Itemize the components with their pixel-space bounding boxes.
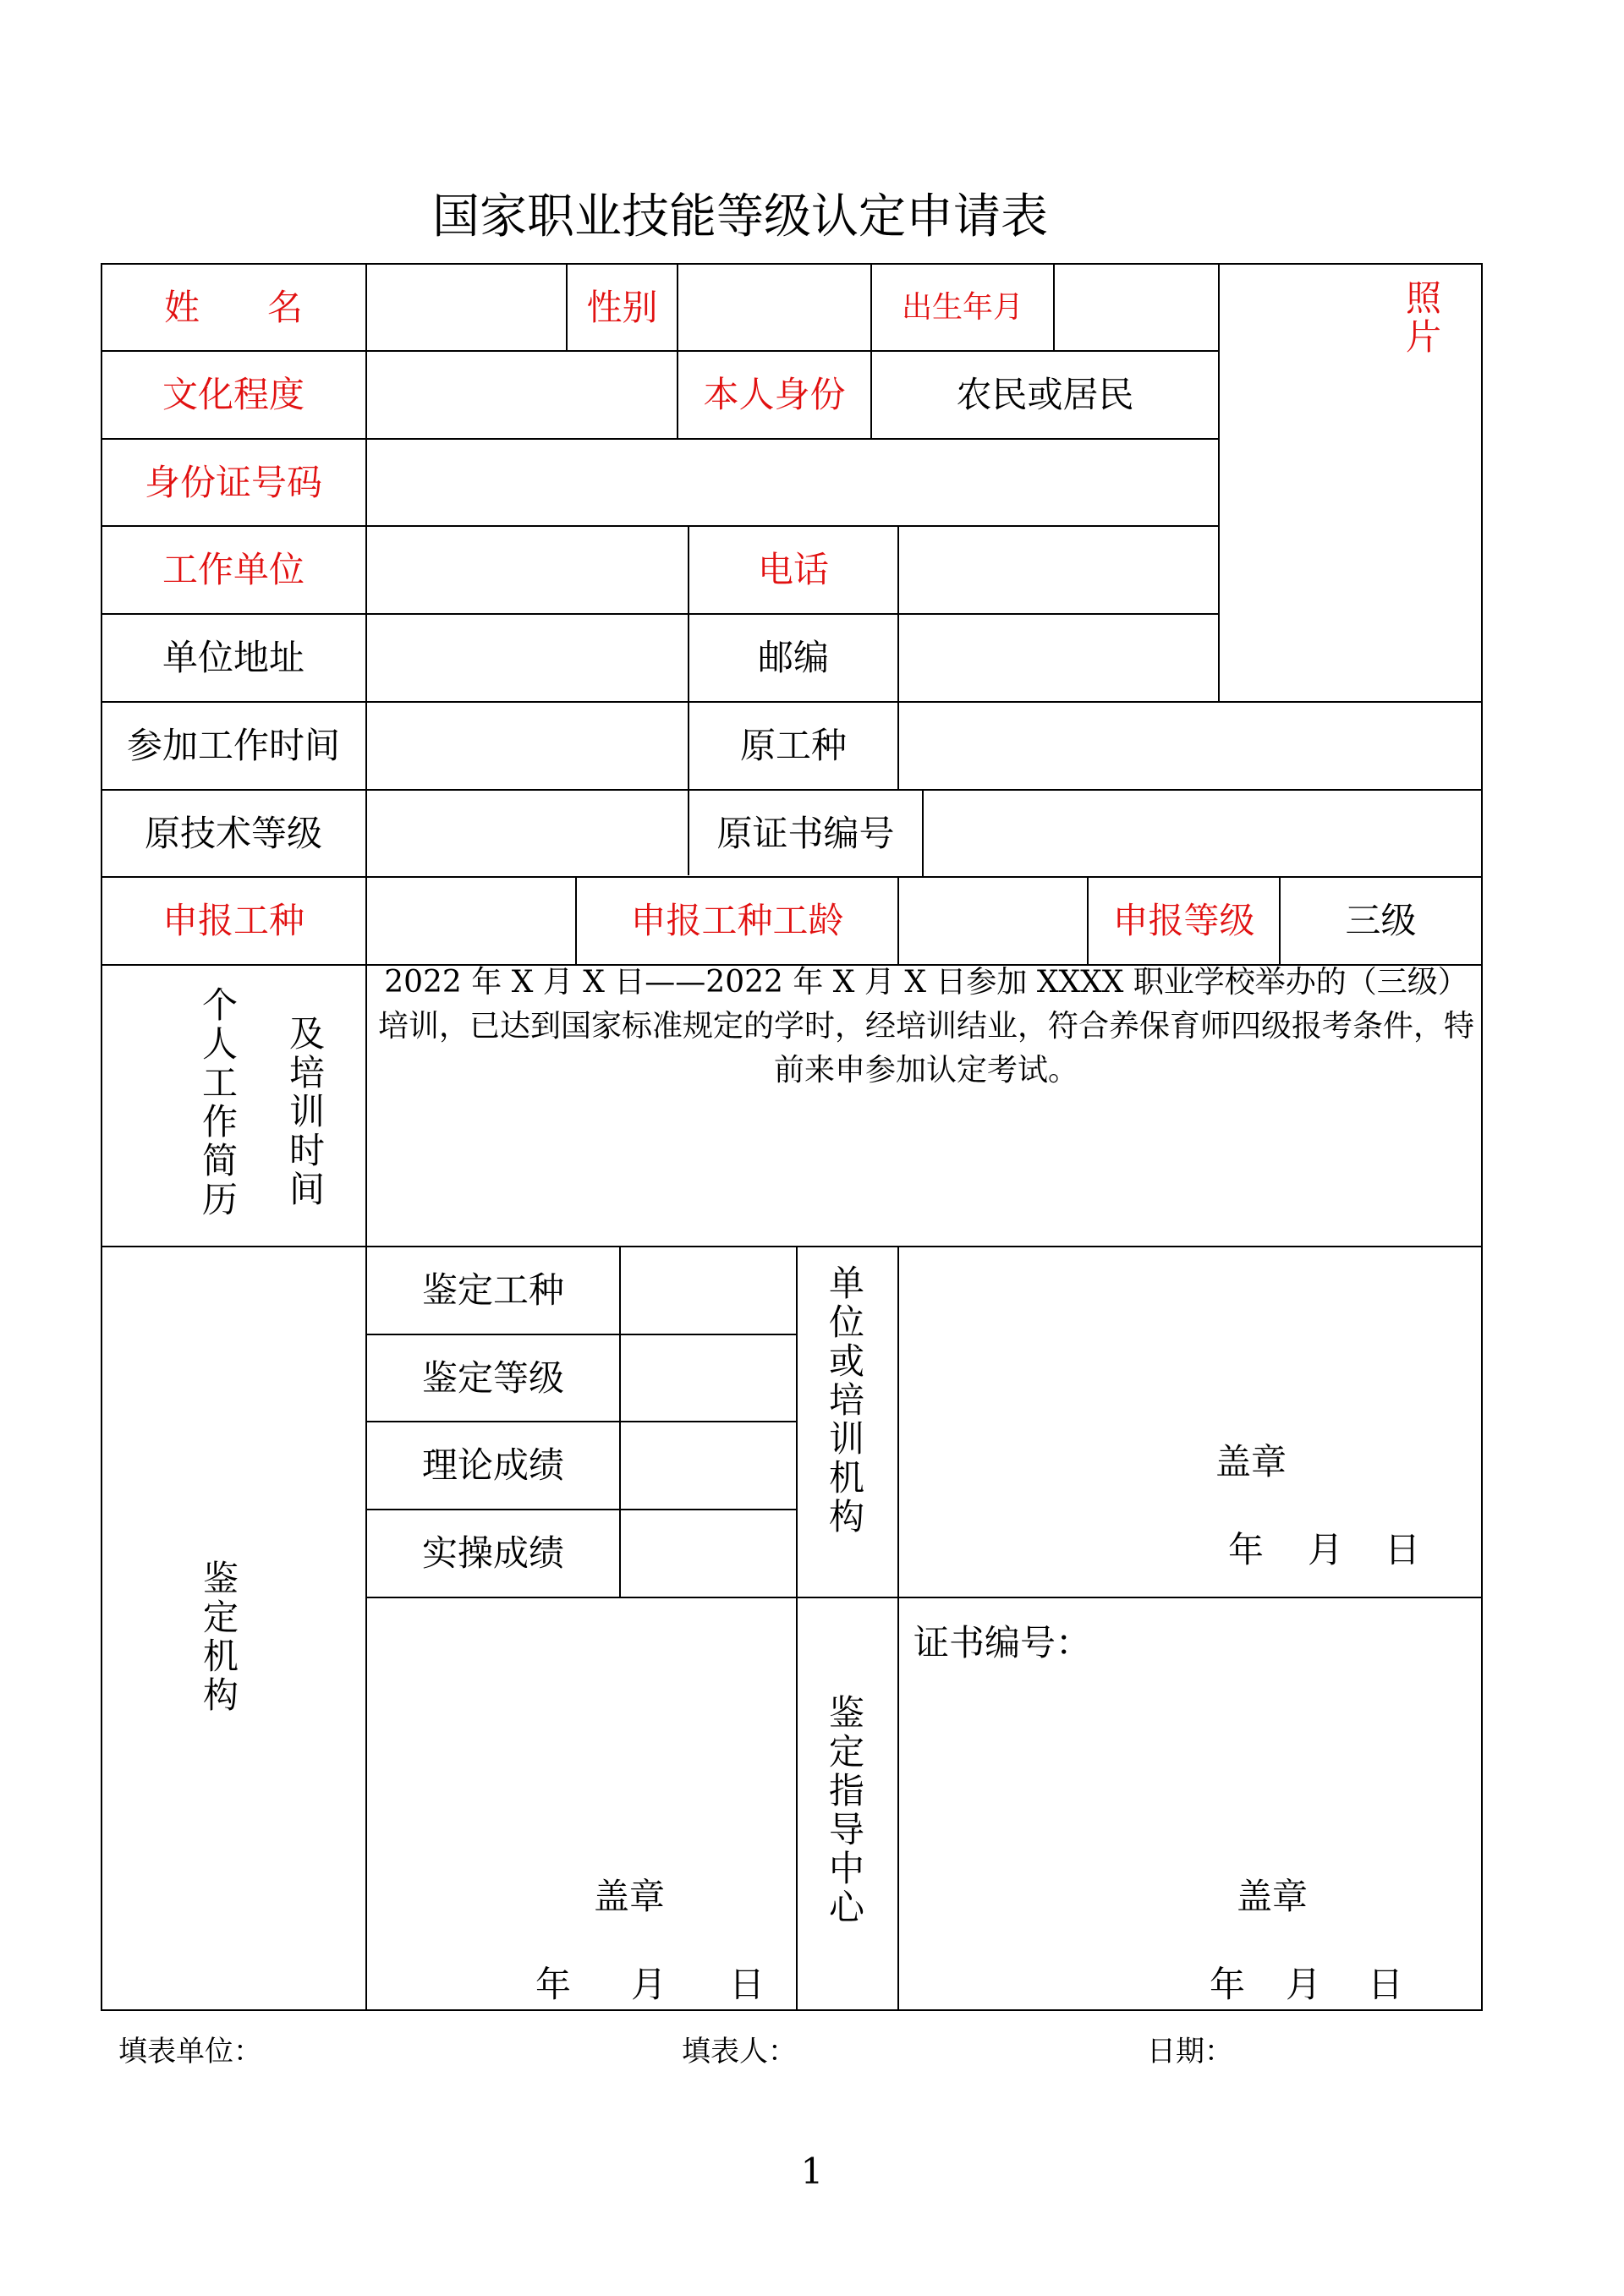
value-identity[interactable]: 农民或居民 xyxy=(956,374,1134,415)
label-appraisal-level: 鉴定等级 xyxy=(421,1356,564,1399)
label-theory-score: 理论成绩 xyxy=(421,1444,564,1486)
unit-date-day: 日 xyxy=(1385,1529,1421,1570)
unit-seal-label: 盖章 xyxy=(1215,1441,1287,1482)
field-unit-address[interactable] xyxy=(367,615,688,701)
field-apply-job[interactable] xyxy=(367,878,575,964)
label-join-work-time: 参加工作时间 xyxy=(126,725,340,766)
label-resume-col1: 个人工作简历 xyxy=(201,984,238,1220)
label-name: 姓 名 xyxy=(163,286,304,328)
field-education[interactable] xyxy=(367,352,677,438)
label-original-level: 原技术等级 xyxy=(144,812,322,854)
org-date-year: 年 xyxy=(535,1964,572,2005)
center-date-month: 月 xyxy=(1286,1964,1322,2005)
label-id-number: 身份证号码 xyxy=(144,461,322,503)
label-practice-score: 实操成绩 xyxy=(421,1532,564,1574)
field-gender[interactable] xyxy=(678,264,870,351)
field-work-unit[interactable] xyxy=(367,527,688,613)
label-phone: 电话 xyxy=(757,549,829,590)
center-seal-label: 盖章 xyxy=(1237,1876,1309,1917)
field-practice-score[interactable] xyxy=(621,1510,796,1597)
field-join-work-time[interactable] xyxy=(367,703,688,789)
label-unit-address: 单位地址 xyxy=(162,637,304,678)
label-unit-or-training: 单位或培训机构 xyxy=(828,1263,864,1537)
label-cert-no: 证书编号： xyxy=(914,1622,1092,1663)
label-original-cert-no: 原证书编号 xyxy=(716,812,895,854)
table-border-bottom xyxy=(101,2009,1483,2011)
label-gender: 性别 xyxy=(586,286,658,328)
field-theory-score[interactable] xyxy=(621,1422,796,1509)
field-original-cert-no[interactable] xyxy=(924,791,1481,876)
label-education: 文化程度 xyxy=(162,374,304,415)
org-date-day: 日 xyxy=(729,1964,765,2005)
label-guidance-center: 鉴定指导中心 xyxy=(828,1692,864,1928)
photo-label: 照片 xyxy=(1405,277,1441,358)
label-postcode: 邮编 xyxy=(757,637,829,678)
field-appraisal-level[interactable] xyxy=(621,1335,796,1421)
label-apply-level: 申报等级 xyxy=(1112,900,1255,941)
label-appraisal-job: 鉴定工种 xyxy=(421,1269,564,1311)
field-original-job[interactable] xyxy=(899,703,1481,789)
form-title: 国家职业技能等级认定申请表 xyxy=(432,189,1048,244)
field-birth[interactable] xyxy=(1055,264,1218,351)
col-line xyxy=(365,263,367,2011)
label-apply-job: 申报工种 xyxy=(162,900,304,941)
center-date-year: 年 xyxy=(1210,1964,1246,2005)
unit-date-month: 月 xyxy=(1308,1529,1344,1570)
resume-text[interactable]: 2022 年 X 月 X 日——2022 年 X 月 X 日参加 XXXX 职业学校举办的（三级）培训，已达到国家标准规定的学时，经培训结业，符合养保育师四级报考条件，特前来申参加认定考试。 xyxy=(377,965,1474,1088)
label-birth: 出生年月 xyxy=(901,289,1023,325)
unit-date-year: 年 xyxy=(1228,1529,1265,1570)
label-appraisal-org: 鉴定机构 xyxy=(202,1558,239,1716)
footer-fill-unit: 填表单位： xyxy=(118,2035,262,2069)
label-original-job: 原工种 xyxy=(739,725,847,766)
field-name[interactable] xyxy=(367,264,566,351)
org-seal-label: 盖章 xyxy=(594,1876,666,1917)
footer-filler: 填表人： xyxy=(682,2035,797,2069)
field-apply-job-years[interactable] xyxy=(899,878,1087,964)
label-resume-col2: 及培训时间 xyxy=(288,1013,325,1210)
center-date-day: 日 xyxy=(1368,1964,1404,2005)
field-postcode[interactable] xyxy=(899,615,1218,701)
photo-area[interactable] xyxy=(1220,338,1473,693)
footer-date: 日期： xyxy=(1147,2035,1233,2069)
table-border-right xyxy=(1481,263,1483,2011)
label-identity: 本人身份 xyxy=(703,374,846,415)
label-work-unit: 工作单位 xyxy=(162,549,304,590)
org-date-month: 月 xyxy=(631,1964,667,2005)
field-phone[interactable] xyxy=(899,527,1218,613)
label-apply-job-years: 申报工种工龄 xyxy=(630,900,844,941)
field-appraisal-job[interactable] xyxy=(621,1247,796,1334)
col-line xyxy=(897,1246,899,2011)
page-number: 1 xyxy=(800,2151,824,2192)
field-original-level[interactable] xyxy=(367,791,688,876)
value-apply-level[interactable]: 三级 xyxy=(1345,900,1417,941)
field-id-number[interactable] xyxy=(367,440,1218,525)
row-line xyxy=(365,1597,1483,1598)
col-line xyxy=(796,1246,798,2011)
